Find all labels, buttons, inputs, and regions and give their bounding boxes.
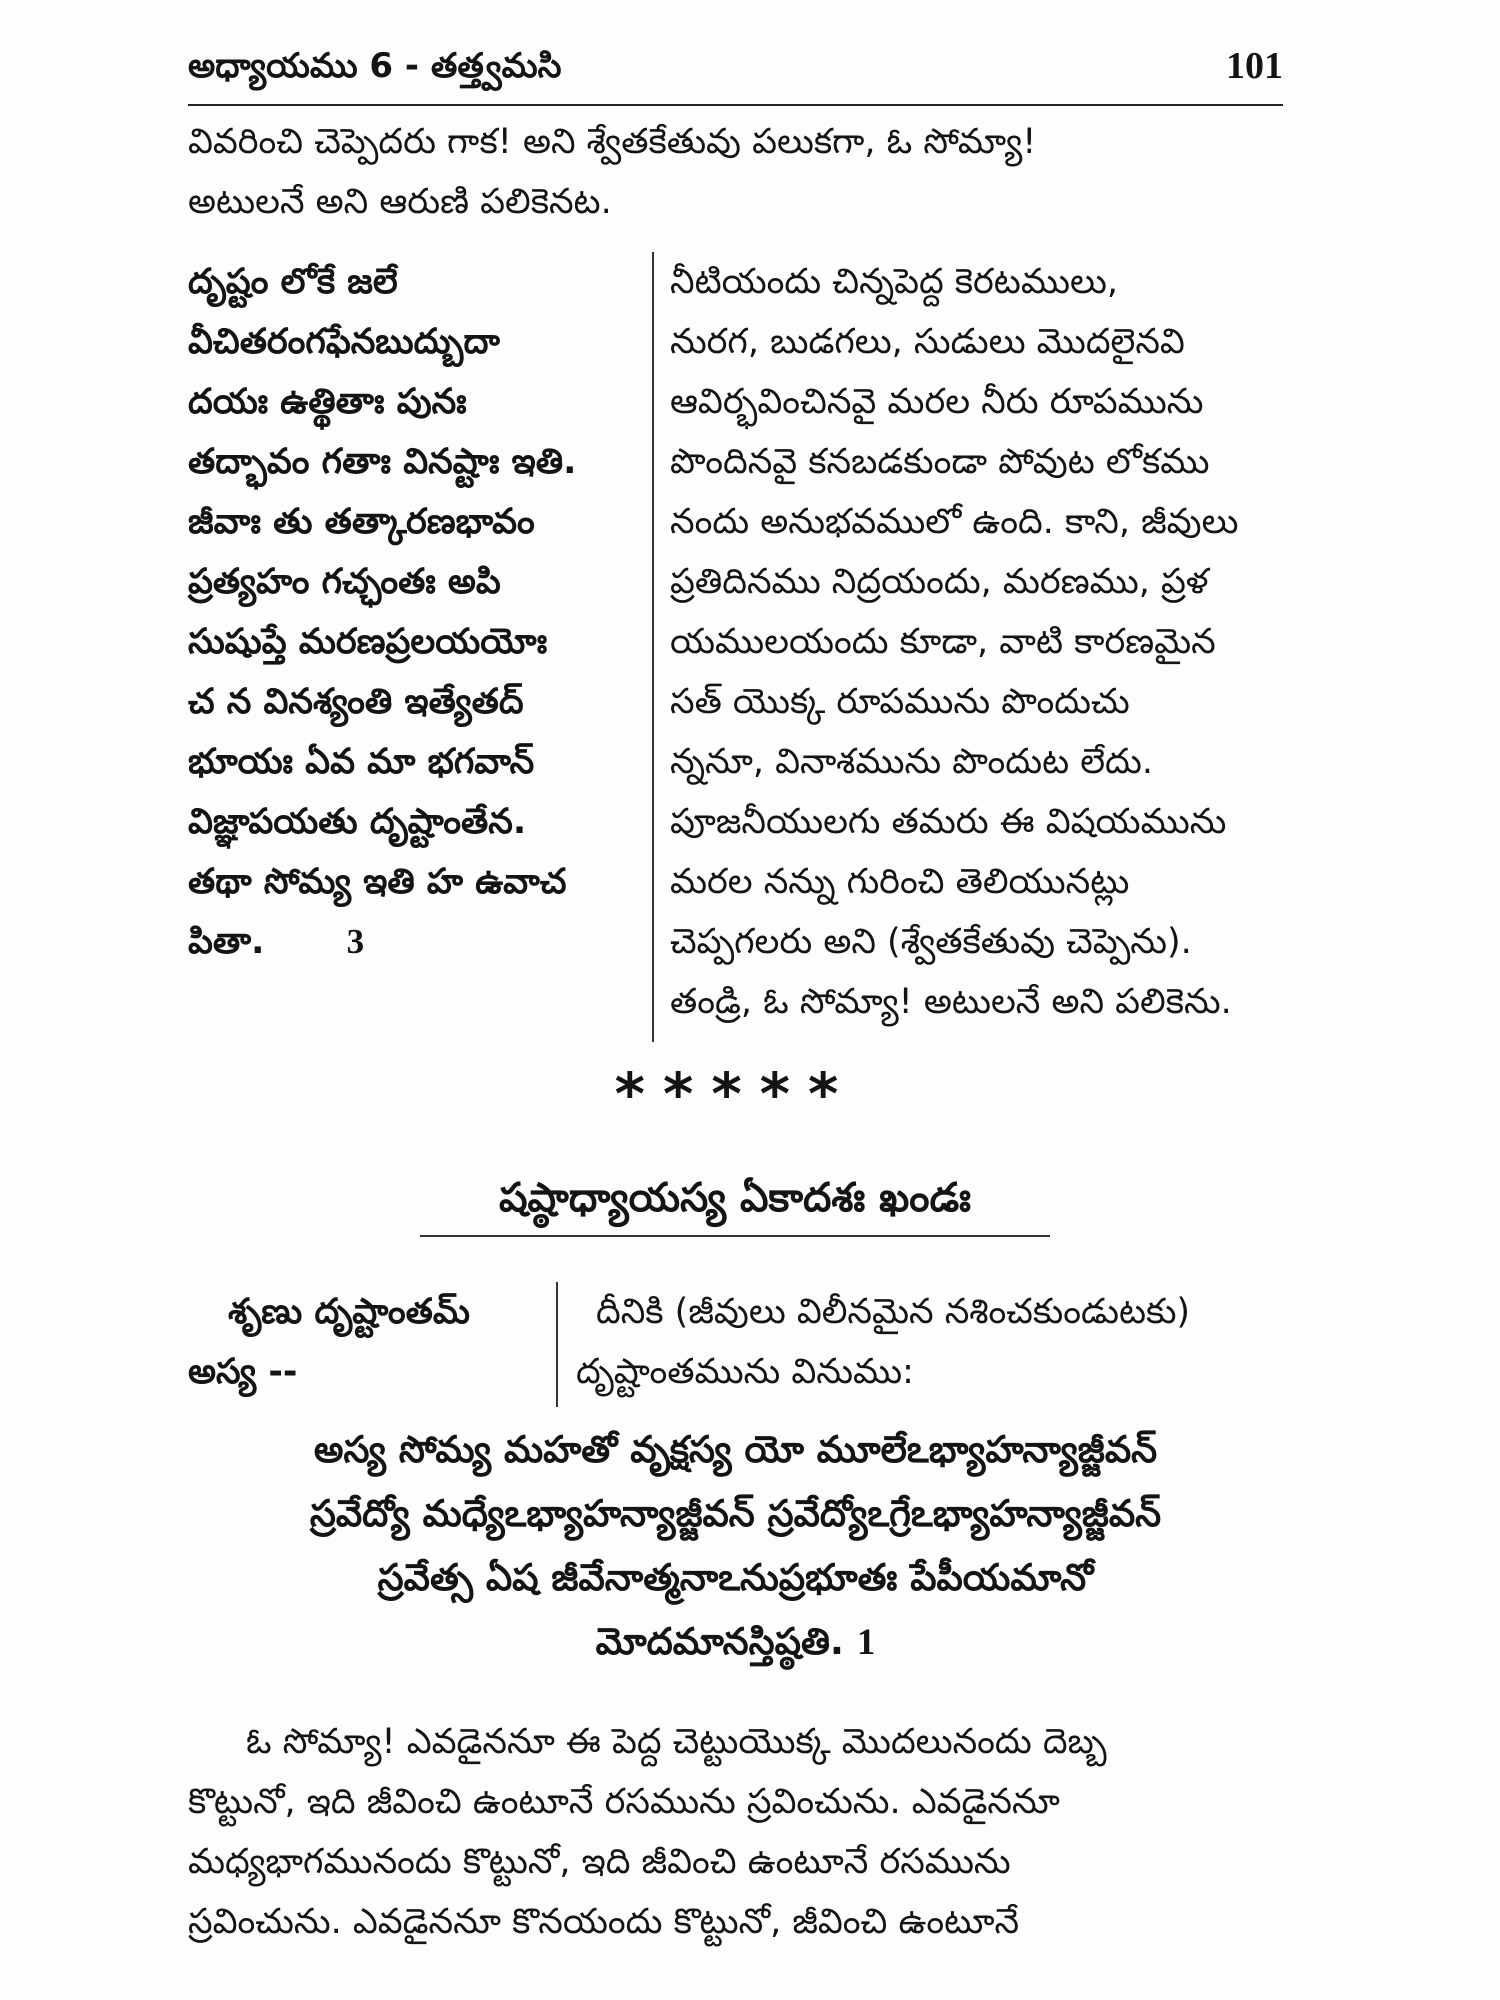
text-line: అటులనే అని ఆరుణి పలికెనట. bbox=[188, 182, 612, 222]
sanskrit-line: జీవాః తు తత్కారణభావం bbox=[188, 502, 535, 542]
sanskrit-line: తద్భావం గతాః వినష్టాః ఇతి. bbox=[188, 442, 577, 482]
sanskrit-line: వీచితరంగఫేనబుద్బుదా bbox=[188, 322, 500, 362]
telugu-line: ప్రతిదినము నిద్రయందు, మరణము, ప్రళ bbox=[670, 562, 1209, 602]
telugu-line: పొందినవై కనబడకుండా పోవుట లోకము bbox=[670, 442, 1210, 482]
sanskrit-line: తథా సోమ్య ఇతి హ ఉవాచ bbox=[188, 862, 567, 902]
column-divider bbox=[652, 252, 654, 1042]
section-heading: షష్ఠాధ్యాయస్య ఏకాదశః ఖండః bbox=[420, 1165, 1050, 1237]
telugu-line: చెప్పగలరు అని (శ్వేతకేతువు చెప్పెను). bbox=[670, 922, 1192, 962]
sanskrit-line: శృణు దృష్టాంతమ్ bbox=[228, 1292, 470, 1332]
telugu-line: పూజనీయులగు తమరు ఈ విషయమును bbox=[670, 802, 1227, 842]
text-line: ఓ సోమ్యా! ఎవడైననూ ఈ పెద్ద చెట్టుయొక్క మొదలునందు దెబ్బ bbox=[246, 1722, 1107, 1762]
verse-number: 1 bbox=[856, 1622, 876, 1663]
sanskrit-line: ప్రత్యహం గచ్ఛంతః అపి bbox=[188, 562, 501, 602]
telugu-line: ఆవిర్భవించినవై మరల నీరు రూపమును bbox=[670, 382, 1204, 422]
sanskrit-line: సుషుప్తే మరణప్రలయయోః bbox=[188, 622, 548, 662]
sanskrit-line: దయః ఉత్థితాః పునః bbox=[188, 382, 467, 422]
sanskrit-line: దృష్టం లోకే జలే bbox=[188, 262, 398, 302]
verse-line bbox=[188, 1610, 1283, 1675]
sanskrit-word: పితా. bbox=[188, 922, 265, 962]
telugu-line: దీనికి (జీవులు విలీనమైన నశించకుండుటకు) bbox=[596, 1292, 1191, 1332]
verse-commentary-block-1 bbox=[188, 252, 1283, 1042]
verse-word: మోదమానస్తిష్ఠతి. bbox=[595, 1620, 844, 1663]
text-line: స్రవించును. ఎవడైననూ కొనయందు కొట్టునో, జీవించి ఉంటూనే bbox=[188, 1902, 1020, 1942]
text-line: మధ్యభాగమునందు కొట్టునో, ఇది జీవించి ఉంటూనే రసమును bbox=[188, 1842, 1011, 1882]
verse-line: స్రవేత్స ఏష జీవేనాత్మనాఽనుప్రభూతః పేపీయమానో bbox=[377, 1556, 1094, 1599]
sanskrit-column bbox=[188, 1282, 528, 1402]
sanskrit-line: విజ్ఞాపయతు దృష్టాంతేన. bbox=[188, 802, 527, 842]
telugu-column bbox=[576, 1282, 1283, 1402]
column-divider bbox=[556, 1282, 558, 1407]
telugu-column bbox=[670, 252, 1283, 1032]
sanskrit-column bbox=[188, 252, 633, 972]
intro-paragraph bbox=[188, 112, 1283, 232]
text-line: వివరించి చెప్పెదరు గాక! అని శ్వేతకేతువు పలుకగా, ఓ సోమ్యా! bbox=[188, 122, 1037, 162]
star-separator: ***** bbox=[614, 1060, 857, 1128]
verse-commentary-block-2 bbox=[188, 1282, 1283, 1407]
verse-line: స్రవేద్యో మధ్యేఽభ్యాహన్యాజ్జీవన్ స్రవేద్యోఽగ్రేఽభ్యాహన్యాజ్జీవన్ bbox=[309, 1492, 1162, 1535]
verse-number: 3 bbox=[346, 922, 365, 961]
translation-paragraph bbox=[188, 1712, 1283, 1952]
telugu-line: సత్ యొక్క రూపమును పొందుచు bbox=[670, 682, 1130, 722]
telugu-line: నురగ, బుడగలు, సుడులు మొదలైనవి bbox=[670, 322, 1185, 362]
telugu-line: న్ననూ, వినాశమును పొందుట లేదు. bbox=[670, 742, 1153, 782]
telugu-line: దృష్టాంతమును వినుము: bbox=[576, 1352, 914, 1392]
sanskrit-line: అస్య -- bbox=[188, 1352, 298, 1392]
chapter-title: అధ్యాయము 6 - తత్త్వమసి bbox=[188, 46, 562, 86]
sanskrit-line: భూయః ఏవ మా భగవాన్ bbox=[188, 742, 535, 782]
telugu-line: నందు అనుభవములో ఉంది. కాని, జీవులు bbox=[670, 502, 1239, 542]
telugu-line: మరల నన్ను గురించి తెలియునట్లు bbox=[670, 862, 1130, 902]
telugu-line: తండ్రి, ఓ సోమ్యా! అటులనే అని పలికెను. bbox=[670, 982, 1232, 1022]
sanskrit-line: చ న వినశ్యంతి ఇత్యేతద్ bbox=[188, 682, 524, 722]
telugu-line: నీటియందు చిన్నపెద్ద కెరటములు, bbox=[670, 262, 1119, 302]
sanskrit-verse bbox=[188, 1418, 1283, 1675]
text-line: కొట్టునో, ఇది జీవించి ఉంటూనే రసమును స్రవించును. ఎవడైననూ bbox=[188, 1782, 1060, 1822]
sanskrit-line bbox=[188, 912, 633, 972]
verse-line: అస్య సోమ్య మహతో వృక్షస్య యో మూలేఽభ్యాహన్యాజ్జీవన్ bbox=[313, 1428, 1158, 1471]
page-number: 101 bbox=[1226, 45, 1283, 87]
running-head bbox=[188, 42, 1283, 106]
telugu-line: యములయందు కూడా, వాటి కారణమైన bbox=[670, 622, 1216, 662]
